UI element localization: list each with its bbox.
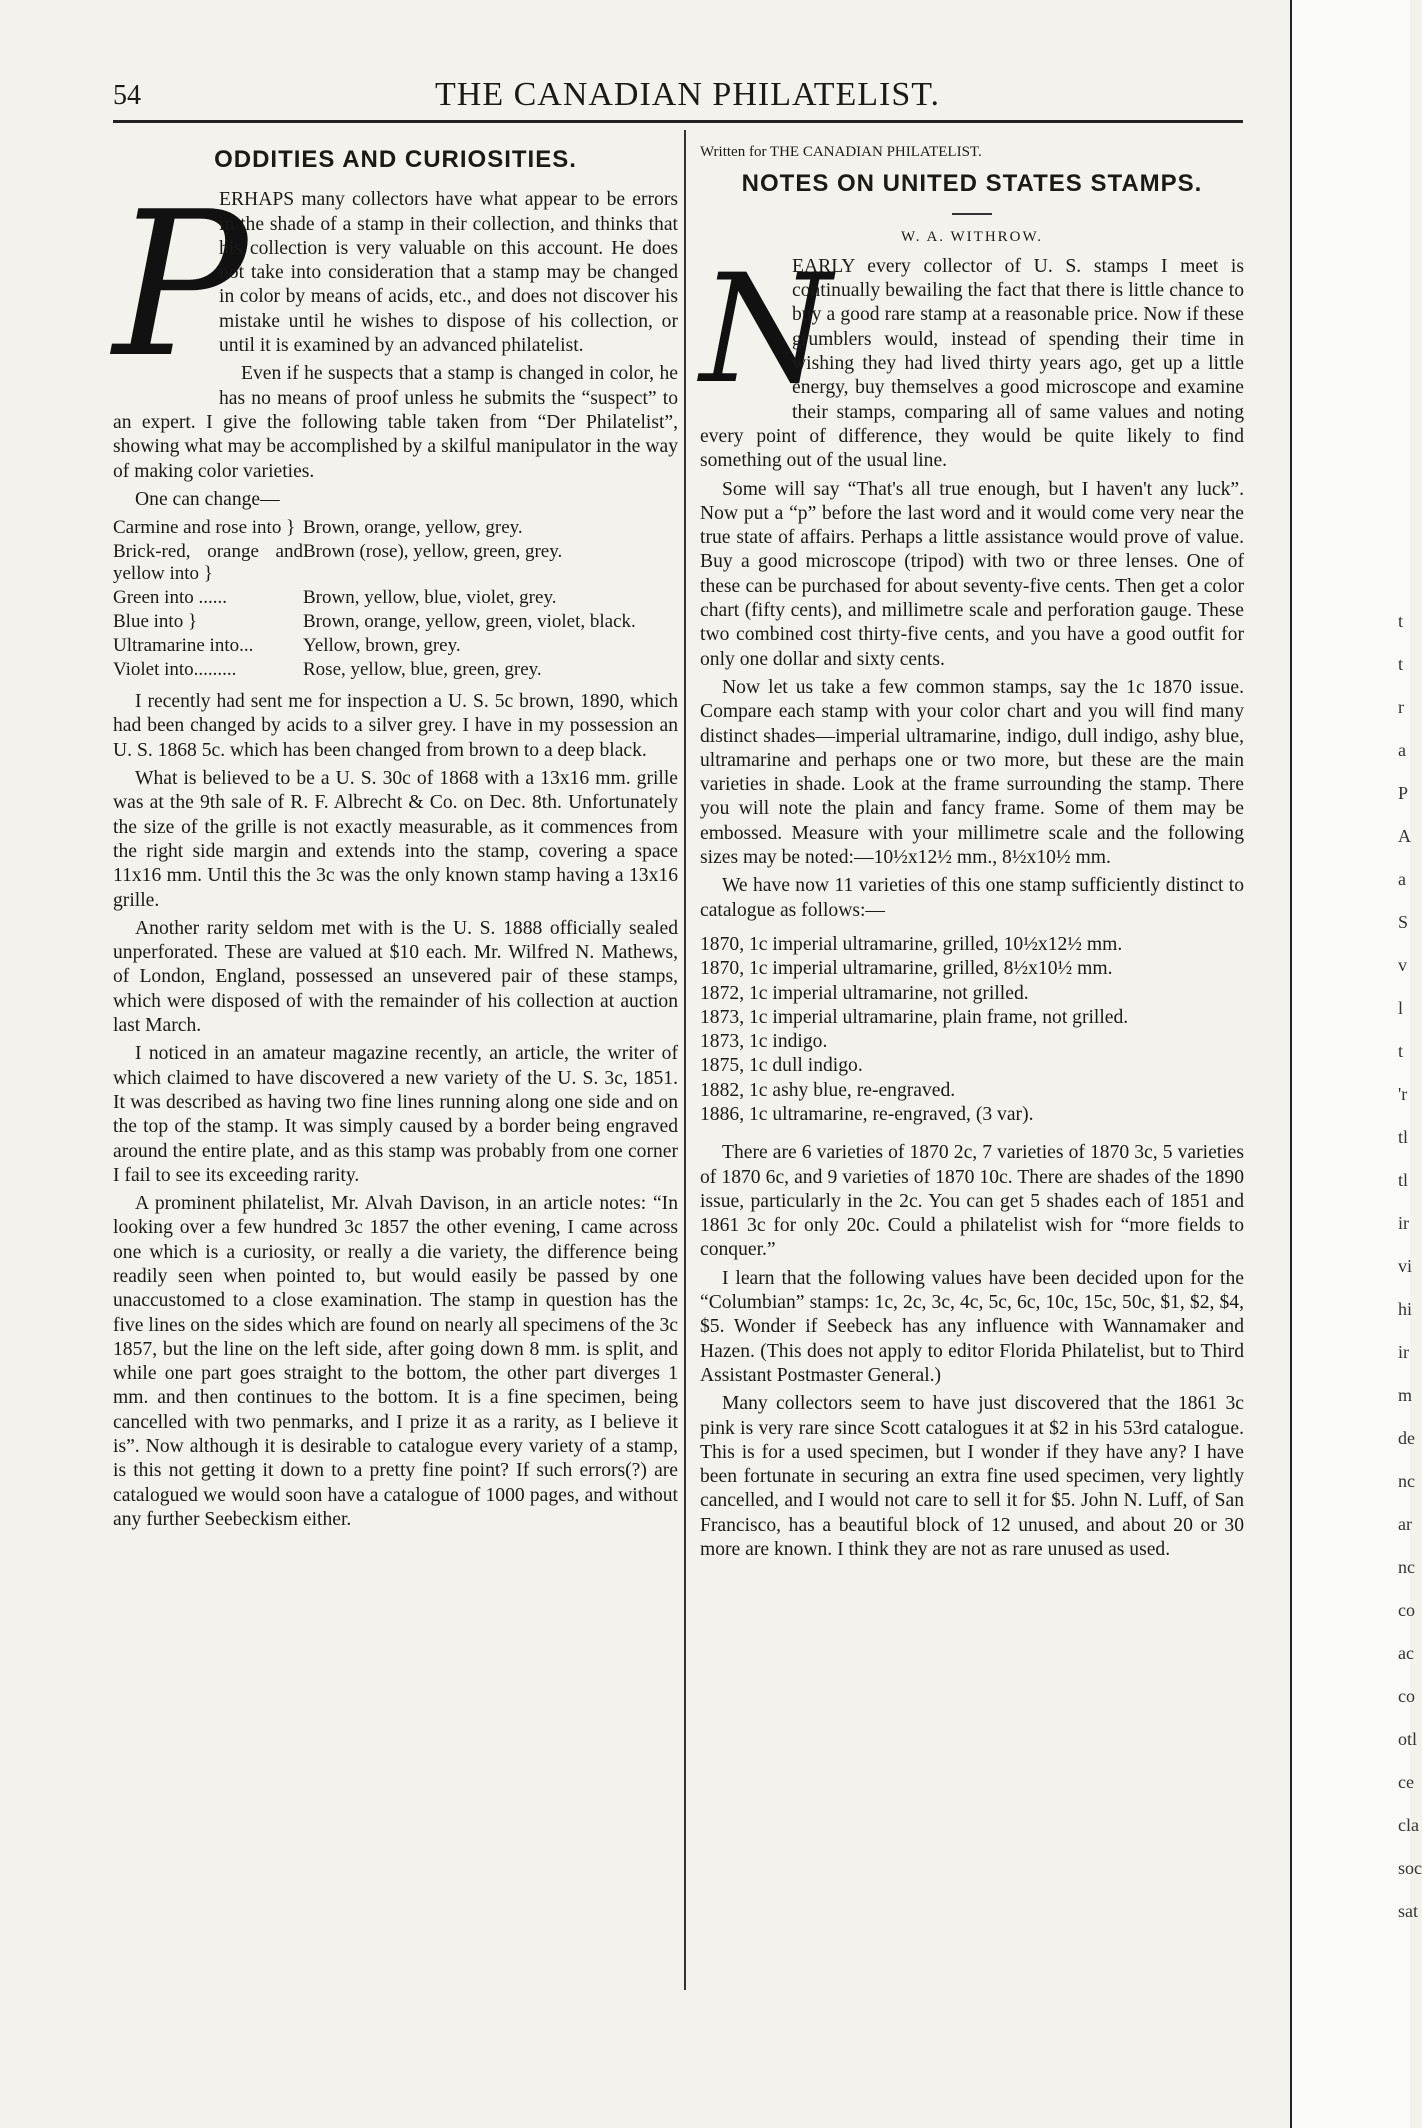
table-row: Green into ...... Brown, yellow, blue, violet, grey.: [113, 587, 557, 609]
right-paragraph-4: We have now 11 varieties of this one stamp sufficiently distinct to catalogue as follows:—: [700, 875, 1244, 921]
left-dropcap: P: [113, 169, 248, 403]
right-dropcap: N: [700, 242, 832, 417]
left-column: [113, 140, 678, 1536]
edge-fragment: sat: [1398, 1901, 1418, 1921]
adjacent-page-fragments: [1398, 600, 1422, 1933]
left-paragraph-1: ERHAPS many collectors have what appear to be errors in the shade of a stamp in their collection, and thinks that his collection is very valuable on this account. He does not take into consideration that a stamp may be changed in color by means of acids, etc., and does not discover his mistake until he wishes to dispose of his collection, or until it is examined by an advanced philatelist.: [219, 189, 678, 357]
left-paragraph-4: What is believed to be a U. S. 30c of 1868 with a 13x16 mm. grille was at the 9th sale of R. F. Albrecht & Co. on Dec. 8th. Unfortunately the size of the grille is not exactly measurable, as it commences from the right side margin and extends into the stamp, covering a space 11x16 mm. Until this the 3c was the only known stamp having a 13x16 grille.: [113, 768, 678, 911]
page-header: [95, 60, 1250, 120]
left-paragraph-3: I recently had sent me for inspection a U. S. 5c brown, 1890, which had been changed by acids to a silver grey. I have in my possession an U. S. 1868 5c. which has been changed from brown to a deep black.: [113, 691, 678, 761]
right-paragraph-2: Some will say “That's all true enough, but I haven't any luck”. Now put a “p” before the last word and it would come very near the true state of affairs. Perhaps a little assistance would prove of value. Buy a good microscope (tripod) with two or three lenses. One of these can be purchased for about seventy-five cents. Then get a color chart (fifty cents), and millimetre scale and perforation gauge. These two combined cost thirty-five cents, and you have a good outfit for only one dollar and sixty cents.: [700, 478, 1244, 670]
edge-fragment: P: [1398, 783, 1409, 803]
edge-fragment: tl: [1398, 1127, 1409, 1147]
list-item: 1870, 1c imperial ultramarine, grilled, 10½x12½ mm.: [700, 933, 1123, 955]
title-rule: [952, 213, 992, 215]
variety-list: [700, 933, 1244, 1127]
page: [95, 60, 1250, 2060]
left-paragraph-7: A prominent philatelist, Mr. Alvah Davison, in an article notes: “In looking over a few hundred 3c 1857 the other evening, I came across one which is a curiosity, or really a die variety, the difference being readily seen when pointed to, but would easily be passed by one unaccustomed to a close examination. The stamp in question has the five lines on the sides which are found on nearly all specimens of the 3c 1857, but the line on the left side, after going down 8 mm. is split, and while one part goes straight to the bottom, the other part diverges 1 mm. and then continues to the bottom. It is a fine specimen, being cancelled with two penmarks, and I prize it as a rarity, as I believe it is”. Now although it is desirable to catalogue every variety of a stamp, is this not getting it down to a pretty fine point? If such errors(?) are catalogued we would soon have a catalogue of 1000 pages, and without any further Seebeckism either.: [113, 1193, 678, 1530]
edge-fragment: tl: [1398, 1170, 1409, 1190]
left-paragraph-6: I noticed in an amateur magazine recently, an article, the writer of which claimed to have discovered a new variety of the U. S. 3c, 1851. It was described as having two fine lines running along one side and on the top of the stamp. It was simply caused by a border being engraved around the entire plate, and as this stamp was probably from one corner I fail to see its exceeding rarity.: [113, 1043, 678, 1186]
written-for-byline: Written for THE CANADIAN PHILATELIST.: [700, 144, 982, 160]
left-paragraph-5: Another rarity seldom met with is the U. S. 1888 officially sealed unperforated. These are valued at $10 each. Mr. Wilfred N. Mathews, of London, England, possessed an unsevered pair of these stamps, which were disposed of with the remainder of his collection at auction last March.: [113, 917, 678, 1037]
edge-fragment: r: [1398, 697, 1404, 717]
right-column: [700, 140, 1244, 1566]
edge-fragment: 'r: [1398, 1084, 1408, 1104]
column-divider: [684, 130, 686, 1990]
edge-fragment: A: [1398, 826, 1411, 846]
edge-fragment: soc: [1398, 1858, 1422, 1878]
left-paragraph-2: Even if he suspects that a stamp is changed in color, he has no means of proof unless he submits the “suspect” to an expert. I give the following table taken from “Der Philatelist”, showing what may be accomplished by a skilful manipulator in the way of making color varieties.: [113, 363, 678, 482]
list-item: 1875, 1c dull indigo.: [700, 1055, 863, 1077]
right-article-title: NOTES ON UNITED STATES STAMPS.: [741, 170, 1203, 198]
edge-fragment: otl: [1398, 1729, 1418, 1749]
edge-fragment: ir: [1398, 1342, 1409, 1362]
edge-fragment: nc: [1398, 1471, 1415, 1491]
edge-fragment: co: [1398, 1686, 1415, 1706]
running-title: THE CANADIAN PHILATELIST.: [435, 76, 941, 113]
table-row: Violet into......... Rose, yellow, blue, green, grey.: [113, 659, 542, 681]
header-rule: [113, 120, 1243, 123]
edge-fragment: ir: [1398, 1213, 1409, 1233]
list-item: 1870, 1c imperial ultramarine, grilled, 8½x10½ mm.: [700, 958, 1113, 980]
list-item: 1872, 1c imperial ultramarine, not grilled.: [700, 982, 1029, 1004]
edge-fragment: ar: [1398, 1514, 1412, 1534]
edge-fragment: de: [1398, 1428, 1415, 1448]
right-paragraph-6: I learn that the following values have been decided upon for the “Columbian” stamps: 1c, 2c, 3c, 4c, 5c, 6c, 10c, 15c, 50c, $1, $2, $4, $5. Wonder if Seebeck has any influence with Wannamaker and Hazen. (This does not apply to editor Florida Philatelist, but to Third Assistant Postmaster General.): [700, 1267, 1244, 1386]
edge-fragment: co: [1398, 1600, 1415, 1620]
edge-fragment: nc: [1398, 1557, 1415, 1577]
adjacent-page-edge: [1290, 0, 1410, 2128]
edge-fragment: hi: [1398, 1299, 1413, 1319]
right-paragraph-5: There are 6 varieties of 1870 2c, 7 varieties of 1870 3c, 5 varieties of 1870 6c, and 9 varieties of 1870 10c. There are shades of the 1890 issue, particularly in the 2c. You can get 5 shades each of 1851 and 1861 3c for only 20c. Could a philatelist wish for “more fields to conquer.”: [700, 1142, 1244, 1261]
table-row: Carmine and rose into } Brown, orange, yellow, grey.: [113, 517, 523, 539]
edge-fragment: a: [1398, 740, 1406, 760]
edge-fragment: vi: [1398, 1256, 1413, 1276]
right-paragraph-7: Many collectors seem to have just discovered that the 1861 3c pink is very rare since Scott catalogues it at $2 in his 53rd catalogue. This is for a used specimen, but I wonder if they have any? I have been fortunate in securing an extra fine used specimen, very lightly cancelled, and I would not care to sell it for $5. John N. Luff, of San Francisco, has a beautiful block of 12 unused, and about 20 or 30 more are known. I think they are not as rare unused as used.: [700, 1393, 1244, 1561]
edge-fragment: a: [1398, 869, 1406, 889]
list-item: 1882, 1c ashy blue, re-engraved.: [700, 1079, 956, 1101]
author-name: W. A. WITHROW.: [900, 228, 1044, 245]
table-intro: One can change—: [135, 488, 280, 510]
list-item: 1873, 1c imperial ultramarine, plain frame, not grilled.: [700, 1006, 1129, 1028]
list-item: 1873, 1c indigo.: [700, 1031, 828, 1053]
edge-fragment: S: [1398, 912, 1409, 932]
edge-fragment: t: [1398, 654, 1404, 674]
right-paragraph-3: Now let us take a few common stamps, say the 1c 1870 issue. Compare each stamp with your color chart and you will find many distinct shades—imperial ultramarine, indigo, dull indigo, ashy blue, ultramarine and perhaps one or two more, but these are the main varieties in shade. Look at the frame surrounding the stamp. There you will note the plain and fancy frame. Some of them may be embossed. Measure with your millimetre scale and the following sizes may be noted:—10½x12½ mm., 8½x10½ mm.: [700, 676, 1244, 869]
list-item: 1886, 1c ultramarine, re-engraved, (3 var).: [700, 1103, 1034, 1125]
edge-fragment: ce: [1398, 1772, 1414, 1792]
edge-fragment: l: [1398, 998, 1404, 1018]
edge-fragment: t: [1398, 611, 1404, 631]
edge-fragment: t: [1398, 1041, 1404, 1061]
table-row: Brick-red, orange and yellow into } Brown (rose), yellow, green, grey.: [113, 541, 563, 585]
edge-fragment: v: [1398, 955, 1407, 975]
left-article-title: ODDITIES AND CURIOSITIES.: [214, 146, 577, 173]
color-change-table: [113, 516, 678, 682]
table-row: Ultramarine into... Yellow, brown, grey.: [113, 635, 461, 657]
edge-fragment: m: [1398, 1385, 1413, 1405]
table-row: Blue into } Brown, orange, yellow, green, violet, black.: [113, 611, 636, 633]
right-paragraph-1: EARLY every collector of U. S. stamps I meet is continually bewailing the fact that there is little chance to buy a good rare stamp at a reasonable price. Now if these grumblers would, instead of spending their time in wishing they had lived thirty years ago, get up a little energy, buy themselves a good microscope and examine their stamps, comparing all of same values and noting every point of difference, they would be quite likely to find something out of the usual line.: [700, 255, 1244, 472]
page-number: 54: [113, 80, 141, 111]
edge-fragment: cla: [1398, 1815, 1419, 1835]
edge-fragment: ac: [1398, 1643, 1414, 1663]
